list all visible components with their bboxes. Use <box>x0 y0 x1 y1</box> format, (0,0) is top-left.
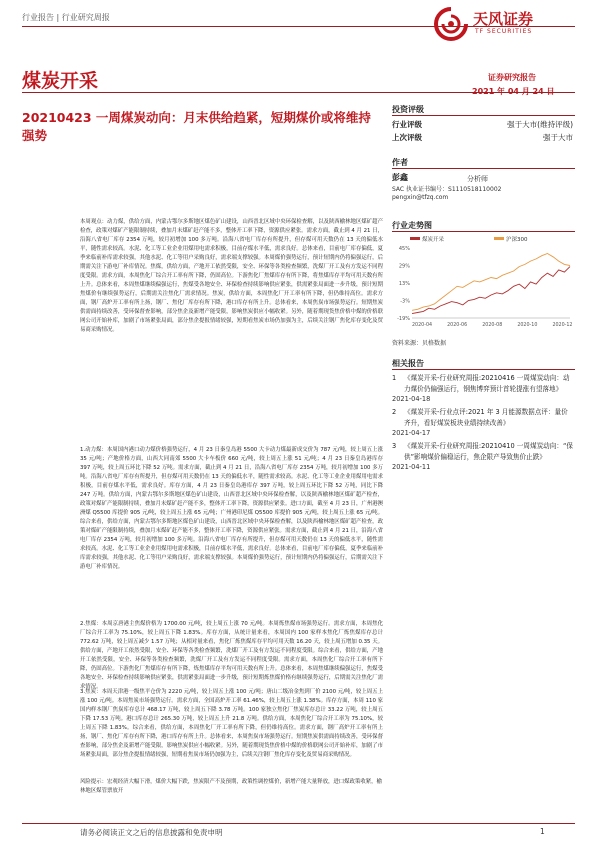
page-number: 1 <box>540 827 545 836</box>
related-date: 2021-04-18 <box>392 395 431 403</box>
related-num: 3 <box>392 442 397 450</box>
y-tick-label: 13% <box>398 281 410 287</box>
analyst-name: 彭鑫 <box>392 173 408 182</box>
report-title: 20210423 一周煤炭动向：月末供给趋紧，短期煤价或将维持强势 <box>22 110 371 143</box>
trend-chart <box>392 234 575 334</box>
y-tick-label: -19% <box>397 316 410 322</box>
logo-subtitle: TF SECURITIES <box>475 28 533 35</box>
body-paragraph-3: 3.焦炭：本周天津港一级焦平仓价为 2220 元/吨，较上周五上涨 100 元/吨；唐山二级冶金焦到厂价 2100 元/吨，较上周五上涨 100 元/吨。本周焦炭市场强势运行。需求方面，全国高炉开工率 61.46%，较上周五上涨 1.38%。库存方面，本周 110 家国内样本钢厂焦炭库存总计 468.17 万吨，较上周五下降 3.78 万吨。100 家独立焦化厂焦炭库存总计 33.22 万吨，较上周五下降 17.53 万吨。港口库存总计 265.30 万吨，较上周五上升 21.8 万吨。供给方面，本周焦化厂综合开工率为 75.10%，较上周五下降 1.83%。综合来看，供给方面，本周焦化厂开工率有所下降，但仍维持高位。需求方面，钢厂高炉开工率有所上扬，钢厂、焦化厂库存有所下降，港口库存有所上升。总体看来，本周焦炭市场强势运行。短期焦炭供需面持续改善，受环保督查影响，部分焦企及新增产能受限，影响焦炭供应小幅收紧。另外，随着期现货焦价格中煤的价格联网公司开始补库，加剧了市场紧张局面，部分焦企提报情绪较强，短期看焦炭市场仍加强为主，后续关注钢厂焦化库存变化及贸易商采购情况。 <box>80 689 383 758</box>
previous-rating-value: 强于大市 <box>543 133 573 142</box>
series-line-coal <box>412 267 570 314</box>
related-date: 2021-04-17 <box>392 429 431 437</box>
legend-swatch-coal <box>410 237 420 240</box>
related-num: 1 <box>392 374 397 382</box>
chart-heading: 行业走势图 <box>392 221 432 230</box>
related-item[interactable] <box>392 407 574 428</box>
rating-heading: 投资评级 <box>392 105 424 114</box>
company-logo <box>433 6 583 48</box>
legend-label-hs300: 沪深300 <box>506 237 528 243</box>
author-heading: 作者 <box>392 158 408 167</box>
logo-icon <box>433 6 469 42</box>
related-item[interactable] <box>392 441 574 462</box>
summary-paragraph: 本周观点：动力煤，供给方面，内蒙古鄂尔多斯地区煤色矿山建设，山西晋北区域中央环保检查解，以及陕西榆林地区煤矿超产检查，政策对煤矿产能限制持续，叠加月末煤矿赶产能不多，整体开工率下降，资源供应紧张。需求方面，截止到 4 月 21 日，沿海八省电厂库存 2354 万吨，较月初增加 100 多万吨。沿海八省电厂库存有所提升，但存煤可用天数仍在 13 天的偏低水平，随性需求较高。水泥、化工等工业企业用煤用电需求积极，目前存煤水平低，需求良好。总体来看，目前电厂库存偏低，夏季来临前补库需求较强，其他水泥、化工等用户采购良好，需求端支撑较强。本周煤价强势运行，预计短期内仍将偏强运行，后期需关注下游电厂补库情况。焦煤，供给方面，产地开工依然受限，安全、环保等各类检查频繁，洗煤厂开工及有方发运不同程度受限。需求方面，本周焦化厂综合开工率有所下降，仍固高位。下游焦化厂焦煤库存有所下降，将焦煤库存平均可用天数有所上升。总体来看，本周焦煤继续偏强运行，焦煤受各地安全、环保检查持续影响供应紧张，供需紧张局面进一步升级，预计短期焦煤价有继续强势运行，后期需关注焦化厂需求情况。焦炭，供给方面，本周焦化厂开工率有所下降，但仍维持高位。需求方面，钢厂高炉开工率有所上扬，钢厂、焦化厂库存有所下降，港口库存有所上升。总体看来，本周焦炭市场强势运行。短期焦炭供需面持续改善，受环保督查影响，部分焦企及新增产能受限，影响焦炭供应小幅收紧。另外，随着期现货焦价格中煤的价格联网公司开始补库，加剧了市场紧张局面，部分焦企提报情绪较强，短期看焦炭市场仍加强为主，后续关注钢厂焦化库存变化及贸易商采购情况。 <box>80 219 383 333</box>
related-divider <box>392 369 575 370</box>
analyst-sac: SAC 执业证书编号：S1110518110002 <box>392 186 502 193</box>
logo-name: 天风证券 <box>473 10 534 28</box>
series-line-hs300 <box>412 254 570 311</box>
rating-divider <box>392 115 575 116</box>
x-tick-label: 2020-12 <box>552 323 573 328</box>
chart-legend <box>410 235 528 243</box>
related-title[interactable]: 《煤炭开采-行业点评:2021 年 3 月能源数据点评：量价齐升，看好煤炭板块业绩持续改善》 <box>404 408 568 427</box>
x-tick-label: 2020-10 <box>517 323 538 328</box>
footer-divider <box>22 823 575 824</box>
related-num: 2 <box>392 408 397 416</box>
y-tick-label: -3% <box>400 298 410 305</box>
previous-rating-label: 上次评级 <box>392 133 422 142</box>
body-paragraph-2: 2.焦煤：本周京唐港主焦煤价格为 1700.00 元/吨，较上周五上涨 70 元/吨。本周炼焦煤市场强势运行。需求方面，本周焦化厂综合开工率为 75.10%，较上周五下降 1.83%。库存方面，从统计量来看，本周国内 100 家样本焦化厂炼焦煤库存总计 772.62 万吨，较上周五减少 1.57 万吨；从相对量来看，焦化厂炼焦煤库存平均可用天数 16.20 天，较上周五增加 0.35 天。供给方面，产地开工依然受限，安全、环保等各类检查频繁，洗煤厂开工及有方发运不同程度受限。综合来看，供给方面，产地开工依然受限，安全、环保等各类检查频繁，洗煤厂开工及有方发运不同程度受限。需求方面，本周焦化厂综合开工率有所下降，仍固高位。下游焦化厂焦煤库存有所下降，炼焦煤库存平均可用天数有所上升。总体来看，本周焦煤继续偏强运行，焦煤受各地安全、环保检查持续影响供应紧张，供需紧张局面进一步升级，预计短期炼焦煤价格有继续强势运行，后期需关注焦化厂需求情况。 <box>80 621 383 690</box>
legend-label-coal: 煤炭开采 <box>422 237 445 243</box>
x-tick-label: 2020-08 <box>482 323 503 328</box>
legend-swatch-hs300 <box>494 237 504 240</box>
chart-divider <box>392 231 575 232</box>
industry-rating-value: 强于大市(维持评级) <box>507 120 573 129</box>
risk-warning: 风险提示：宏观经济大幅下滑，煤价大幅下跌，焦炭限产不及预期，政策性调控煤价，新增产能大量释放，进口煤政策收紧，榆林地区煤管票放开 <box>80 779 382 794</box>
related-heading: 相关报告 <box>392 359 424 368</box>
x-tick-label: 2020-04 <box>412 323 433 328</box>
y-tick-label: 29% <box>398 263 410 270</box>
related-title[interactable]: 《煤炭开采-行业研究周报:20210410 一周煤炭动向：“保供”影响煤价偏稳运行，焦企限产导致焦价止跌》 <box>404 442 573 461</box>
analyst-role: 分析师 <box>467 175 488 183</box>
author-divider <box>392 168 575 169</box>
related-item[interactable] <box>392 373 574 394</box>
chart-source: 资料来源：贝格数据 <box>392 340 447 347</box>
header-breadcrumb: 行业报告 | 行业研究周报 <box>22 13 110 22</box>
related-date: 2021-04-11 <box>392 463 431 471</box>
analyst-email: pengxin@tfzq.com <box>392 194 449 201</box>
y-tick-label: 45% <box>398 246 410 252</box>
industry-name: 煤炭开采 <box>22 70 99 92</box>
industry-rating-label: 行业评级 <box>392 120 422 129</box>
title-divider <box>22 92 575 93</box>
x-tick-label: 2020-06 <box>447 323 468 328</box>
body-paragraph-1: 1.动力煤：本周国内港口动力煤价格强势运行，4 月 23 日秦皇岛港 5500 大卡动力煤最新成交价为 787 元/吨，较上周五上涨 35 元/吨；产地价格方面，山西大同南郊 5500 大卡车板价 660 元/吨，较上周五上涨 51 元/吨；4 月 23 日秦皇岛港库存 397 万吨，较上周五环比下降 52 万吨。需求方面，截止到 4 月 21 日，沿海八省电厂库存 2354 万吨，较月初增加 100 多万吨。沿海八省电厂库存有所提升，但存煤可用天数仍在 13 天的偏低水平，随性需求较高。水泥、化工等工业企业用煤用电需求积极，目前存煤水平低，需求良好。库存方面，4 月 23 日秦皇岛港库存 397 万吨，较上周五环比下降 52 万吨，同比下降 247 万吨。供给方面，内蒙古鄂尔多斯地区煤色矿山建设，山西晋北区域中央环保检查解，以及陕西榆林地区煤矿超产检查，政策对煤矿产能限制持续，叠加月末煤矿赶产能不多，整体开工率下降，资源供应紧张。进口方面，截至 4 月 23 日，广州港澳洲煤 Q5500 库提价 905 元/吨，较上周五上涨 65 元/吨；广州港印尼煤 Q5500 库提价 905 元/吨，较上周五上涨 65 元/吨。综合来看，供给方面，内蒙古鄂尔多斯地区煤色矿山建设，山西晋北区域中央环保检查解，以及陕西榆林地区煤矿超产检查，政策对煤矿产能限制持续，叠加月末煤矿赶产能不多，整体开工率下降，资源供应紧张。需求方面，截止到 4 月 21 日，沿海八省电厂库存 2354 万吨，较月初增加 100 多万吨。沿海八省电厂库存有所提升，但存煤可用天数仍在 13 天的偏低水平，随性需求较高。水泥、化工等工业企业用煤用电需求积极，目前存煤水平低，需求良好。总体来看，目前电厂库存偏低，夏季来临前补库需求较强，其他水泥、化工等用户采购良好，需求端支撑较强。本周煤价强势运行，预计短期内仍将偏强运行，后期需关注下游电厂补库情况。 <box>80 447 383 570</box>
footer-disclaimer: 请务必阅读正文之后的信息披露和免责申明 <box>80 828 223 837</box>
related-list <box>392 373 574 475</box>
report-type: 证券研究报告 <box>488 73 536 82</box>
related-title[interactable]: 《煤炭开采-行业研究周报:20210416 一周煤炭动向：动力煤价仍偏强运行，钢焦博弈预计首轮提涨有望落地》 <box>404 374 570 393</box>
